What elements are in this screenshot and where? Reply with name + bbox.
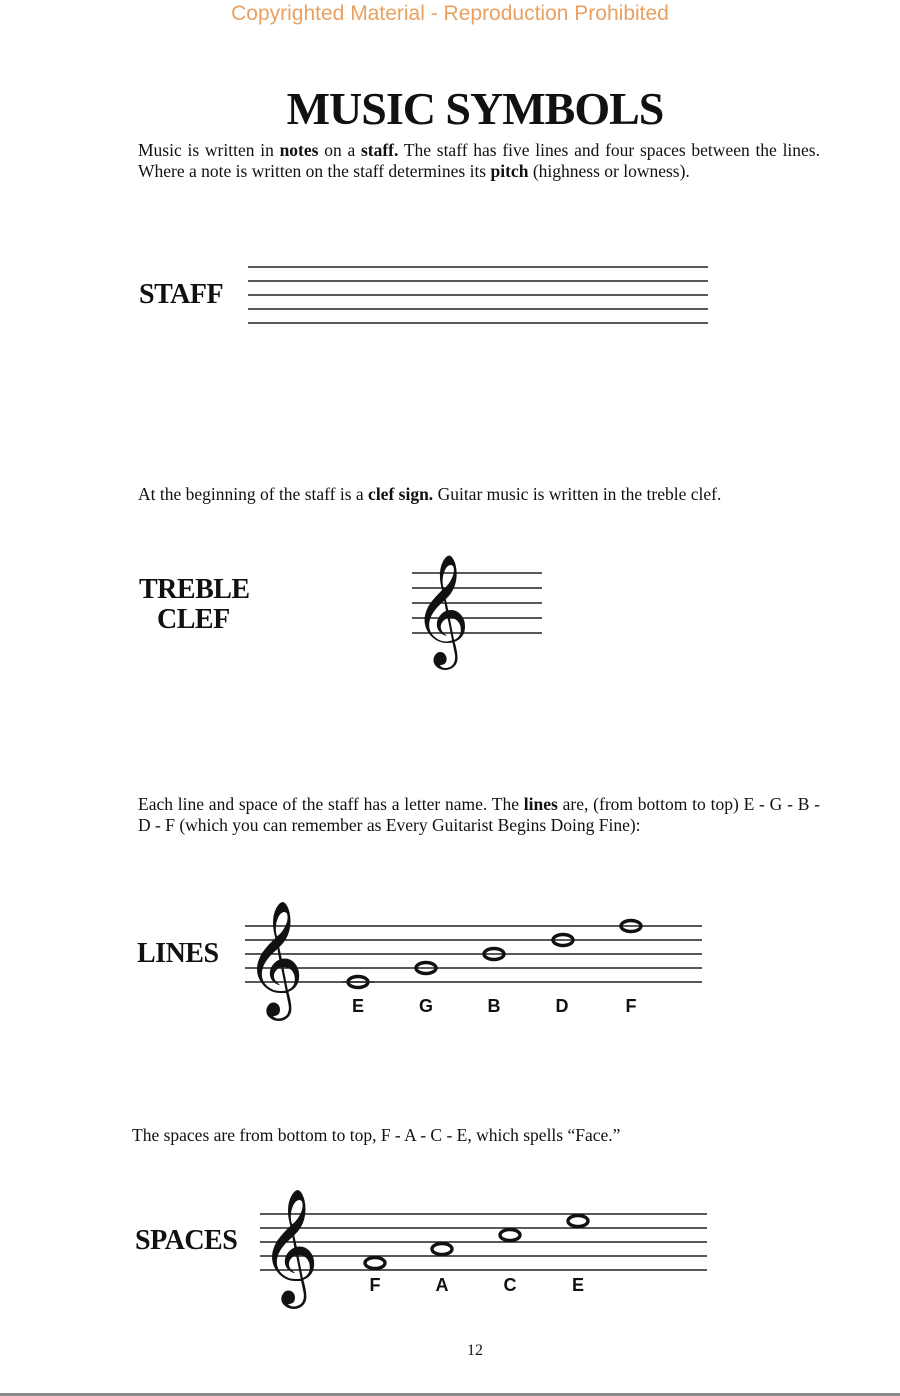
note-label: D [555, 996, 569, 1016]
lines-staff-diagram [240, 900, 710, 1020]
treble-label-line2: CLEF [157, 604, 230, 635]
note-label: B [487, 996, 501, 1016]
spaces-staff-diagram [255, 1187, 715, 1304]
note-f [365, 1258, 385, 1269]
note-label: G [418, 996, 434, 1016]
lines-label: LINES [137, 938, 219, 969]
page-number: 12 [467, 1342, 483, 1359]
staff-diagram [248, 262, 710, 332]
note-e [568, 1216, 588, 1227]
treble-label-line1: TREBLE [139, 574, 250, 605]
note-label: F [625, 996, 637, 1016]
note-label: E [351, 996, 365, 1016]
spaces-paragraph: The spaces are from bottom to top, F - A - C - E, which spells “Face.” [132, 1125, 621, 1145]
spaces-label: SPACES [135, 1225, 238, 1256]
note-a [432, 1244, 452, 1255]
copyright-watermark: Copyrighted Material - Reproduction Prohibited [231, 2, 669, 25]
staff-label: STAFF [139, 279, 224, 310]
note-label: F [369, 1275, 381, 1295]
intro-paragraph: Music is written in notes on a staff. The staff has five lines and four spaces between the lines. Where a note is written on the staff determines its pitch (highness or lowness). [138, 140, 820, 181]
page-title: MUSIC SYMBOLS [286, 83, 664, 134]
note-c [500, 1230, 520, 1241]
lines-paragraph: Each line and space of the staff has a letter name. The lines are, (from bottom to top) E - G - B - D - F (which you can remember as Every Guitarist Begins Doing Fine): [138, 794, 821, 835]
treble-clef-diagram [410, 552, 550, 665]
treble-clef-icon: 𝄞 [413, 553, 470, 665]
note-label: A [435, 1275, 449, 1295]
note-label: C [503, 1275, 517, 1295]
clef-paragraph: At the beginning of the staff is a clef sign. Guitar music is written in the treble clef. [138, 484, 722, 504]
treble-clef-icon: 𝄞 [260, 1187, 320, 1304]
treble-clef-icon: 𝄞 [245, 899, 305, 1016]
note-label: E [571, 1275, 585, 1295]
